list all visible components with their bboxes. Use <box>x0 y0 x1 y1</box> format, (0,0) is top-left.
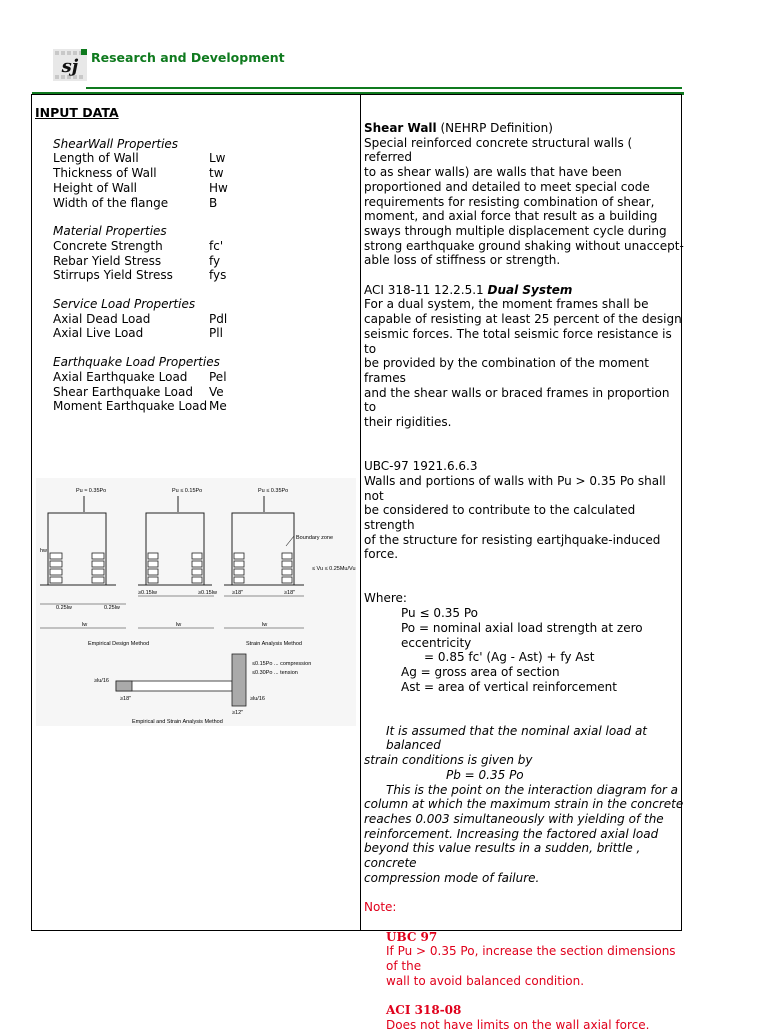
ubc-text: of the structure for resisting eartjhquake-induced force. <box>364 532 661 562</box>
property-label: Thickness of Wall <box>53 166 157 181</box>
ubc-text: be considered to contribute to the calculated strength <box>364 503 636 532</box>
group-heading: Material Properties <box>53 224 167 239</box>
caption-3: Empirical and Strain Analysis Method <box>132 719 223 725</box>
dual-system-text: their rigidities. <box>364 415 452 430</box>
group-heading: Earthquake Load Properties <box>53 355 220 370</box>
dual-system-text: seismic forces. The total seismic force resistance is to <box>364 326 672 356</box>
where-line: Ast = area of vertical reinforcement <box>401 679 617 694</box>
input-data-panel <box>35 106 355 428</box>
dim-2: 0.25lw <box>104 605 120 611</box>
caption-2: Strain Analysis Method <box>246 641 302 647</box>
strain-note-2: ≤0.30Po ... tension <box>252 670 298 676</box>
property-group <box>53 355 355 414</box>
aci-note-title: ACI 318-08 <box>386 1003 462 1018</box>
header-rule <box>86 87 682 89</box>
group-heading: ShearWall Properties <box>53 136 179 151</box>
shear-wall-text: strong earthquake ground shaking without unaccept- <box>364 238 684 253</box>
property-group <box>53 137 355 211</box>
property-group <box>53 224 355 283</box>
ubc-note-title: UBC 97 <box>386 929 438 944</box>
property-row <box>53 166 355 181</box>
shear-wall-subtitle: (NEHRP Definition) <box>436 121 553 135</box>
interaction-text: beyond this value results in a sudden, brittle , concrete <box>364 841 641 871</box>
property-label: Moment Earthquake Load <box>53 399 208 414</box>
dim-1: 0.25lw <box>56 605 72 611</box>
dim-3: ≥0.15lw <box>138 590 157 596</box>
lw-3: lw <box>262 622 268 628</box>
sec-dim-3: ≥12" <box>232 710 244 716</box>
property-row <box>53 151 355 166</box>
load-label-2: Pu ≤ 0.15Po <box>172 488 203 494</box>
bz-note: ≤ Vu ≤ 0.25Mu/Vu <box>312 566 356 572</box>
interaction-text: reaches 0.003 simultaneously with yielding of the <box>364 811 664 826</box>
pb-formula: Pb = 0.35 Po <box>446 767 524 782</box>
shear-wall-text: able loss of stiffness or strength. <box>364 253 561 268</box>
shear-wall-text: Special reinforced concrete structural walls ( referred <box>364 135 633 165</box>
property-row <box>53 254 355 269</box>
dual-system-text: and the shear walls or braced frames in proportion to <box>364 385 670 415</box>
property-group <box>53 297 355 341</box>
property-label: Axial Earthquake Load <box>53 369 188 384</box>
where-label: Where: <box>364 591 407 606</box>
property-symbol: fc' <box>209 238 224 253</box>
property-label: Axial Live Load <box>53 326 144 341</box>
property-row <box>53 326 355 341</box>
ubc-note-text: If Pu > 0.35 Po, increase the section dimensions of the <box>386 944 676 973</box>
dim-5: ≥18" <box>232 590 244 596</box>
assumption-text: It is assumed that the nominal axial load at balanced <box>386 723 648 753</box>
property-symbol: Hw <box>209 180 228 195</box>
property-row <box>53 196 355 211</box>
property-symbol: tw <box>209 166 224 181</box>
shear-wall-figure <box>36 478 356 726</box>
shear-wall-title: Shear Wall <box>364 121 437 135</box>
lw-1: lw <box>82 622 88 628</box>
definitions-panel <box>364 121 684 1032</box>
aci-note-text: Does not have limits on the wall axial force. <box>386 1017 650 1032</box>
property-row <box>53 385 355 400</box>
dual-system-text: be provided by the combination of the moment frames <box>364 356 649 385</box>
property-symbol: Pel <box>209 369 227 384</box>
where-line: Po = nominal axial load strength at zero eccentricity <box>401 620 643 650</box>
column-divider <box>360 94 361 931</box>
interaction-text: reinforcement. Increasing the factored axial load <box>364 826 659 841</box>
interaction-text: compression mode of failure. <box>364 870 540 885</box>
where-line: = 0.85 fc' (Ag - Ast) + fy Ast <box>424 650 595 665</box>
ubc-ref: UBC-97 1921.6.6.3 <box>364 459 478 474</box>
property-symbol: Lw <box>209 151 226 166</box>
property-row <box>53 239 355 254</box>
lw-2: lw <box>176 622 182 628</box>
dual-system-text: capable of resisting at least 25 percent of the design <box>364 312 682 327</box>
shear-wall-text: sways through multiple displacement cycle during <box>364 223 667 238</box>
where-line: Ag = gross area of section <box>401 664 560 679</box>
strain-note-1: ≤0.15Po ... compression <box>252 661 312 667</box>
property-label: Height of Wall <box>53 180 137 195</box>
load-label-3: Pu ≤ 0.35Po <box>258 488 289 494</box>
shear-wall-text: to as shear walls) are walls that have been <box>364 165 622 180</box>
caption-1: Empirical Design Method <box>88 641 150 647</box>
property-symbol: fy <box>209 253 221 268</box>
property-symbol: Ve <box>209 384 224 399</box>
logo-text: sj <box>61 56 79 77</box>
sec-dim-4: ≥lu/16 <box>250 696 265 702</box>
dual-system-text: For a dual system, the moment frames shall be <box>364 297 649 312</box>
dual-system-title: Dual System <box>487 282 573 297</box>
property-symbol: Pdl <box>209 311 228 326</box>
property-label: Axial Dead Load <box>53 311 151 326</box>
property-symbol: B <box>209 195 218 210</box>
property-symbol: fys <box>209 268 227 283</box>
aci-ref: ACI 318-11 12.2.5.1 <box>364 282 488 297</box>
interaction-text: This is the point on the interaction diagram for a <box>386 782 679 797</box>
ubc-note-text: wall to avoid balanced condition. <box>386 973 585 988</box>
dim-4: ≥0.15lw <box>198 590 217 596</box>
property-row <box>53 399 355 414</box>
where-line: Pu ≤ 0.35 Po <box>401 606 478 621</box>
interaction-text: column at which the maximum strain in the concrete <box>364 797 684 812</box>
company-logo <box>53 49 87 81</box>
shear-wall-text: moment, and axial force that result as a building <box>364 209 658 224</box>
note-label: Note: <box>364 900 397 915</box>
property-label: Concrete Strength <box>53 238 163 253</box>
property-row <box>53 370 355 385</box>
input-data-title: INPUT DATA <box>35 105 119 120</box>
dim-6: ≥18" <box>284 590 296 596</box>
property-symbol: Pll <box>209 326 223 341</box>
assumption-text: strain conditions is given by <box>364 753 533 768</box>
shear-wall-text: proportioned and detailed to meet special code <box>364 179 650 194</box>
property-row <box>53 268 355 283</box>
sec-dim-2: ≥18" <box>120 696 132 702</box>
group-heading: Service Load Properties <box>53 297 196 312</box>
boundary-zone-label: Boundary zone <box>296 535 333 541</box>
property-label: Stirrups Yield Stress <box>53 268 173 283</box>
property-row <box>53 181 355 196</box>
property-label: Width of the flange <box>53 195 169 210</box>
property-label: Shear Earthquake Load <box>53 384 193 399</box>
shear-wall-text: requirements for resisting combination of shear, <box>364 194 655 209</box>
load-label-1: Pu ≈ 0.35Po <box>76 488 107 494</box>
property-row <box>53 312 355 327</box>
property-label: Rebar Yield Stress <box>53 253 162 268</box>
property-label: Length of Wall <box>53 151 139 166</box>
hw-label: hw <box>40 548 48 554</box>
brand-title: Research and Development <box>91 50 285 65</box>
property-symbol: Me <box>209 399 227 414</box>
ubc-text: Walls and portions of walls with Pu > 0.35 Po shall not <box>364 473 666 503</box>
sec-dim-1: ≥lu/16 <box>94 678 109 684</box>
